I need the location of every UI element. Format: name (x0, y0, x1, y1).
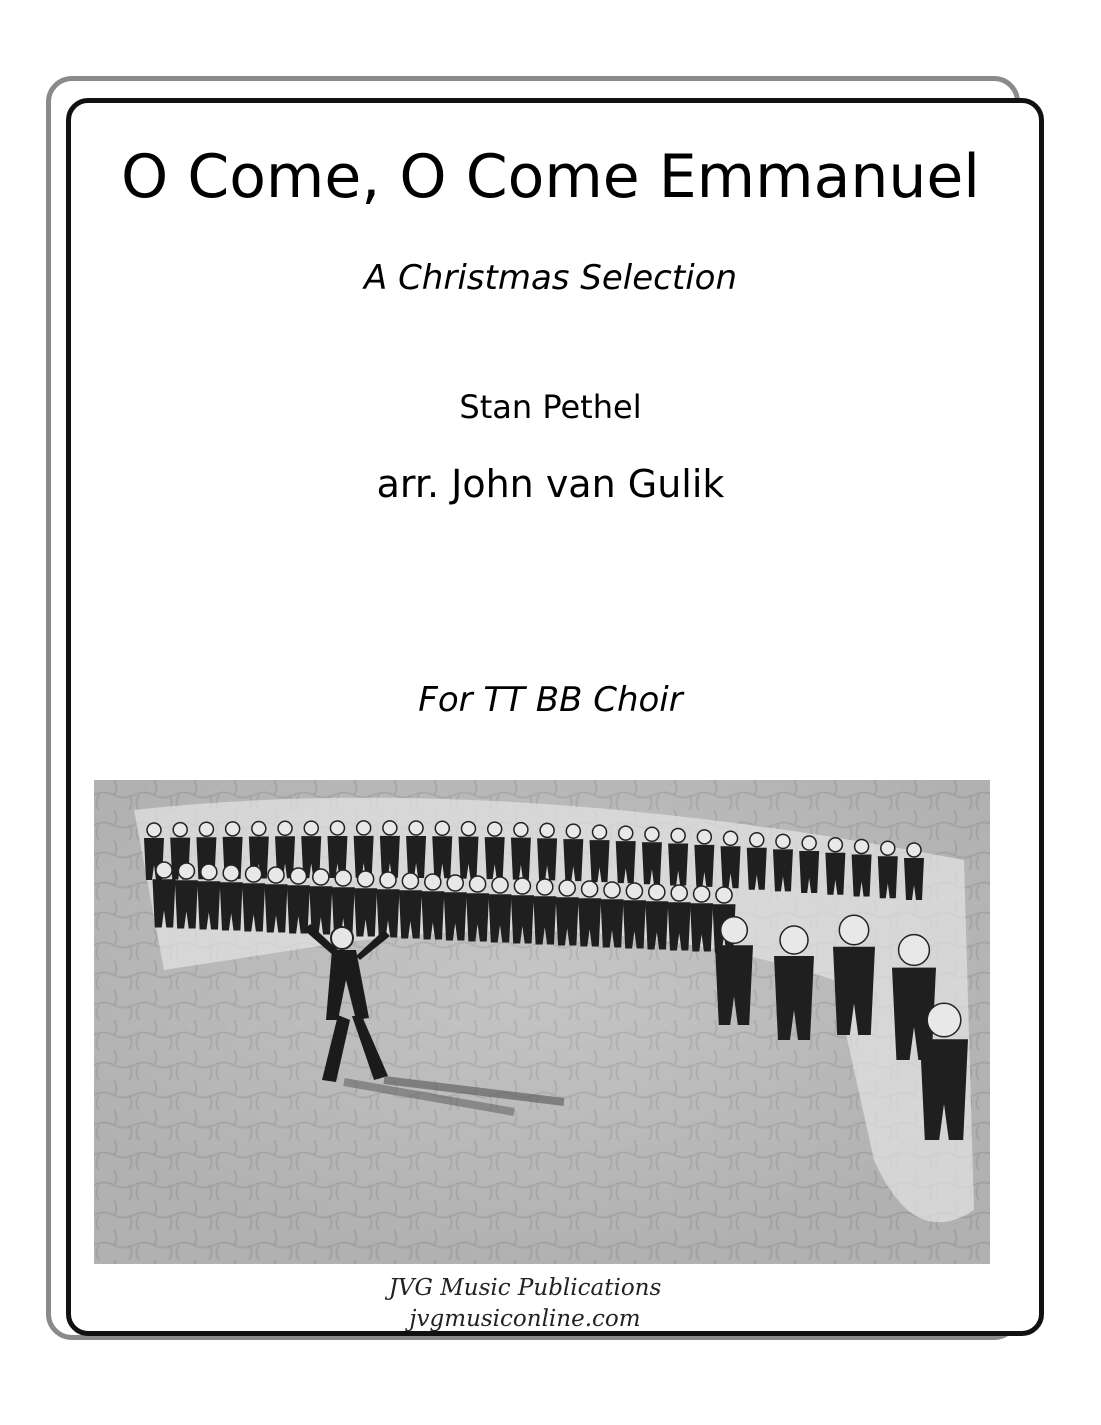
cover-title: O Come, O Come Emmanuel (121, 142, 980, 212)
cover-subtitle: A Christmas Selection (364, 258, 737, 298)
choir-photo-icon (94, 780, 990, 1264)
publisher-name: JVG Music Publications (388, 1275, 662, 1301)
arranger-name: arr. John van Gulik (376, 462, 725, 506)
choir-photo (94, 780, 990, 1264)
publisher-website[interactable]: jvgmusiconline.com (409, 1306, 641, 1332)
choir-voicing: For TT BB Choir (418, 680, 683, 720)
composer-name: Stan Pethel (459, 388, 642, 426)
